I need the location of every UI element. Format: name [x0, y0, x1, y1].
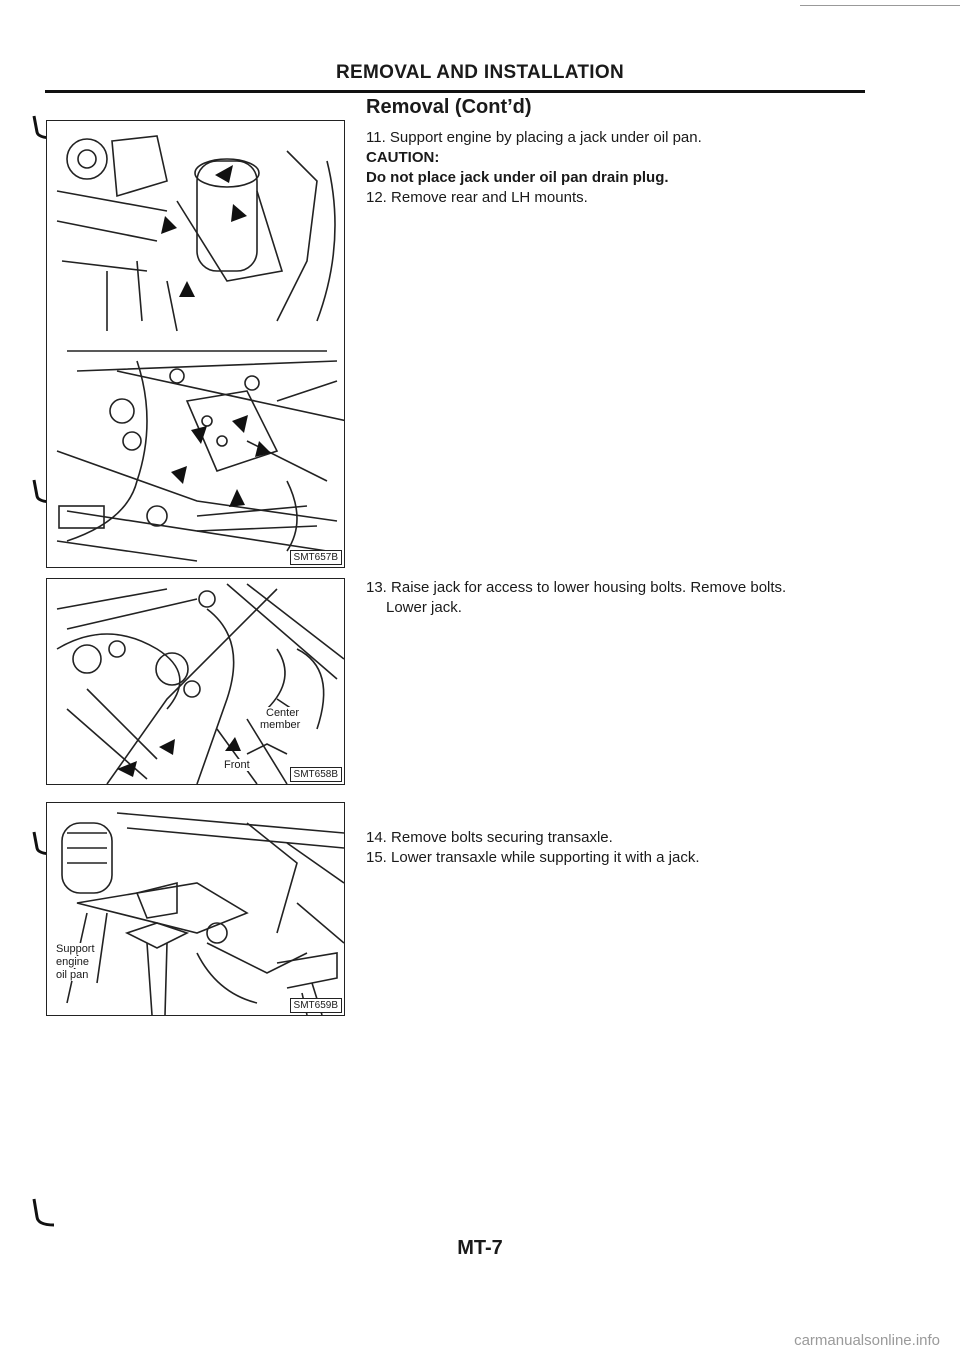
figure-lower-transaxle: [46, 802, 345, 1016]
label-center: Center: [266, 707, 300, 719]
watermark: carmanualsonline.info: [794, 1332, 940, 1349]
steps-14-15: [366, 828, 886, 868]
step-15: 15. Lower transaxle while supporting it with a jack.: [366, 849, 700, 866]
top-edge-line: [800, 5, 960, 6]
figure-id: SMT659B: [290, 998, 342, 1013]
label-oil-pan: oil pan: [56, 969, 89, 981]
label-front: Front: [224, 759, 250, 771]
lower-transaxle-illustration: [47, 803, 344, 1015]
section-title: Removal (Cont’d): [366, 96, 532, 118]
label-engine: engine: [56, 956, 90, 968]
figure-id: SMT658B: [290, 767, 342, 782]
page-number: MT-7: [457, 1237, 503, 1259]
header-rule: [45, 90, 865, 93]
page-header-title: REMOVAL AND INSTALLATION: [336, 62, 624, 83]
step-14: 14. Remove bolts securing transaxle.: [366, 829, 613, 846]
step-13-line1: 13. Raise jack for access to lower housing bolts. Remove bolts.: [366, 579, 787, 596]
caution-label: CAUTION:: [366, 149, 440, 166]
step-11: 11. Support engine by placing a jack under oil pan.: [366, 129, 702, 146]
caution-text: Do not place jack under oil pan drain plug.: [366, 169, 669, 186]
label-member: member: [260, 719, 301, 731]
lower-housing-illustration: [47, 579, 344, 784]
step-12: 12. Remove rear and LH mounts.: [366, 189, 588, 206]
step-13-block: [366, 578, 886, 618]
label-support: Support: [56, 943, 95, 955]
engine-mounts-illustration: [47, 121, 344, 567]
step-13-line2: Lower jack.: [386, 599, 462, 616]
margin-bracket-icon: [28, 1195, 58, 1235]
figure-lower-housing-bolts: [46, 578, 345, 785]
steps-11-12: [366, 128, 886, 208]
figure-id: SMT657B: [290, 550, 342, 565]
figure-engine-mounts: [46, 120, 345, 568]
